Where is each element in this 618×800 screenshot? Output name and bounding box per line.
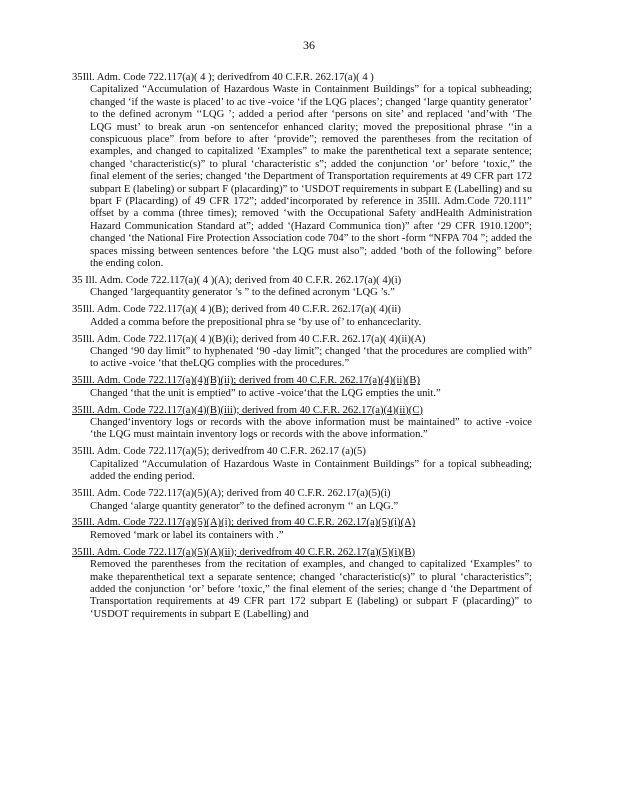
entry-description: Capitalized “Accumulation of Hazardous Waste in Containment Buildings” for a topical subheading; added the ending period. (90, 458, 532, 483)
entry (72, 72, 532, 271)
entry-description: Changed ‘90 day limit” to hyphenated ‘90 -day limit”; changed ‘that the procedures are complied with” to active -voice ‘that theLQG complies with the procedures.” (90, 346, 532, 370)
entry-description: Changed ‘largequantity generator ’s ” to the defined acronym ‘LQG ’s.” (90, 287, 395, 299)
entry-description: Changed ‘that the unit is emptied” to active -voice‘that the LQG empties the unit.” (90, 387, 441, 399)
entry (72, 375, 532, 400)
entry (72, 488, 532, 513)
page-number: 36 (303, 38, 315, 52)
entry-citation: 35Ill. Adm. Code 722.117(a)(5); derivedfrom 40 C.F.R. 262.17 (a)(5) (72, 446, 366, 458)
entry-citation: 35Ill. Adm. Code 722.117(a)(5)(A)(ii); derivedfrom 40 C.F.R. 262.17(a)(5)(i)(B) (72, 546, 415, 558)
entry-description: Changed‘inventory logs or records with the above information must be maintained” to active -voice ‘the LQG must maintain inventory logs or records with the above information.” (90, 417, 532, 441)
entry-description: Added a comma before the prepositional phra se ‘by use of’ to enhanceclarity. (90, 316, 422, 328)
entry-description: Capitalized “Accumulation of Hazardous Waste in Containment Buildings” for a topical subheading; changed ‘if the waste is placed’ to ac tive -voice ‘if the LQG places’; changed ‘large quantity generator’ to the defined acronym ‘‘LQG ’; added a period after ‘persons on site’ and replaced ‘and’with ‘The LQG must’ to break arun -on sentencefor enhanced clarity; moved the prepositional phrase ‘‘in a conspicuous place” from before to after ‘provide”; removed the parentheses from the recitation of examples, and changed to capitalized ‘Examples” to make the parenthetical text a separate sentence; changed ‘characteristic(s)” to plural ‘characteristic s”; added the conjunction ‘or’ before ‘toxic,” the final element of the series; changed ‘the Department of Transportation requirements at 49 CFR part 172 subpart E (labeling) or subpart F (placarding)” to ‘USDOT requirements in subpart E (Labelling) and su bpart F (Placarding) of 49 CFR 172”; added‘incorporated by reference in 35Ill. Adm.Code 720.111” offset by a comma (three times); removed ‘with the Occupational Safety andHealth Administration Hazard Communication Standard at”; added ‘(Hazard Communica tion)” after ‘29 CFR 1910.1200”; changed ‘the National Fire Protection Association code 704” to the short -form “NFPA 704 ”; added the spaces missing between sentences before ‘the LQG must also”; added ‘both of the following” before the ending colon. (90, 84, 532, 270)
document-body (72, 72, 532, 626)
entry-description: Removed ‘mark or label its containers with .” (90, 529, 284, 541)
entry (72, 517, 532, 542)
entry-citation: 35Ill. Adm. Code 722.117(a)(4)(B)(iii); derived from 40 C.F.R. 262.17(a)(4)(ii)(C) (72, 404, 423, 416)
entry-citation: 35 Ill. Adm. Code 722.117(a)( 4 )(A); derived from 40 C.F.R. 262.17(a)( 4)(i) (72, 275, 402, 286)
entry (72, 275, 532, 300)
entry-description: Removed the parentheses from the recitation of examples, and changed to capitalized ‘Examples” to make theparenthetical text a separate sentence; changed ‘characteristic(s)” to plural ‘characteristics”; added the conjunction ‘or’ before ‘toxic,” the final element of the series; change d ‘the Department of Transportation requirements at 49 CFR part 172 subpart E (labeling) or subpart F (placarding)” to ‘USDOT requirements in subpart E (Labelling) and (90, 559, 532, 620)
entry-citation: 35Ill. Adm. Code 722.117(a)( 4 )(B)(i); derived from 40 C.F.R. 262.17(a)( 4)(ii)(A) (72, 333, 426, 345)
entry-citation: 35Ill. Adm. Code 722.117(a)(5)(A)(i); derived from 40 C.F.R. 262.17(a)(5)(i)(A) (72, 517, 416, 529)
entry (72, 304, 532, 329)
entry-citation: 35Ill. Adm. Code 722.117(a)( 4 ); derivedfrom 40 C.F.R. 262.17(a)( 4 ) (72, 72, 374, 83)
entry-citation: 35Ill. Adm. Code 722.117(a)(5)(A); derived from 40 C.F.R. 262.17(a)(5)(i) (72, 488, 391, 500)
entry (72, 547, 532, 621)
entry (72, 405, 532, 442)
entry-citation: 35Ill. Adm. Code 722.117(a)(4)(B)(ii); derived from 40 C.F.R. 262.17(a)(4)(ii)(B) (72, 375, 420, 387)
entry (72, 334, 532, 371)
entry-citation: 35Ill. Adm. Code 722.117(a)( 4 )(B); derived from 40 C.F.R. 262.17(a)( 4)(ii) (72, 304, 401, 316)
entry-description: Changed ‘alarge quantity generator” to the defined acronym ‘‘ an LQG.” (90, 500, 399, 512)
entry (72, 446, 532, 483)
